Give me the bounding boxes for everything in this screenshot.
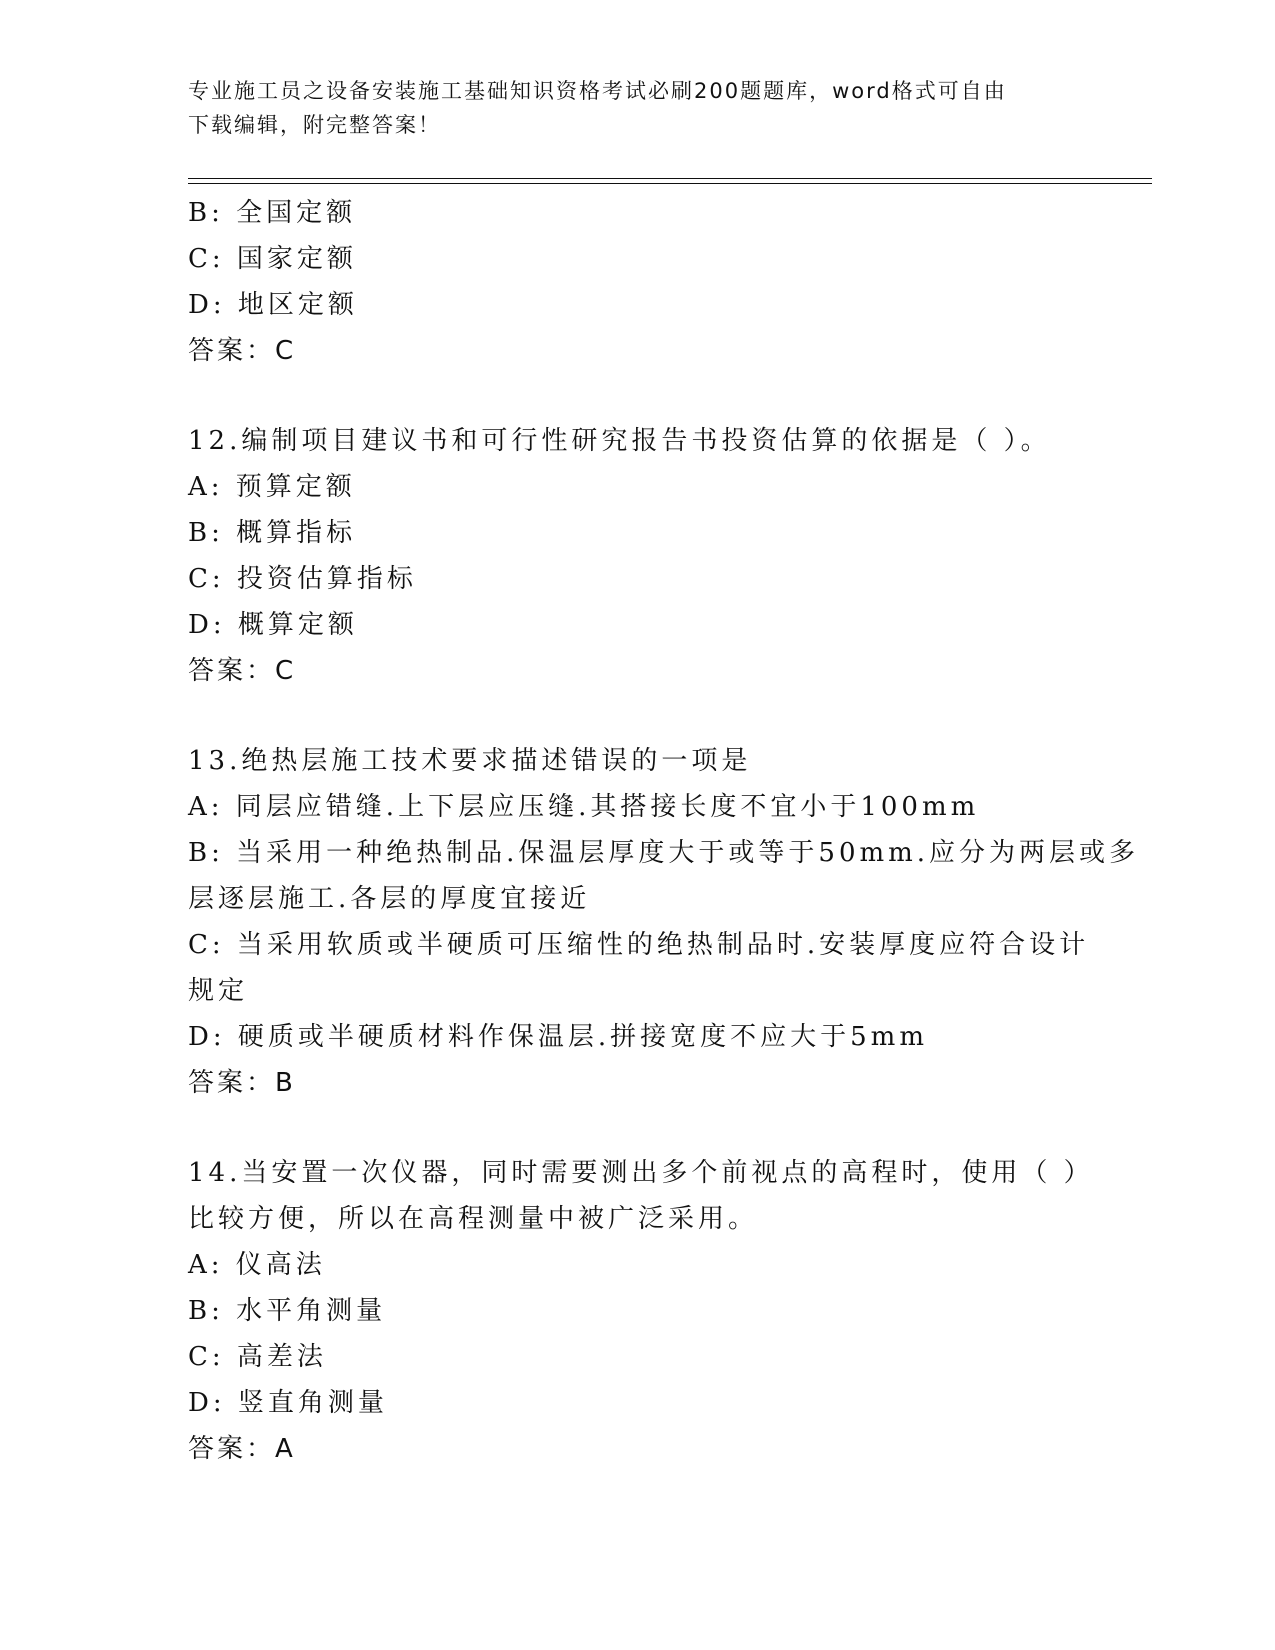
spacer bbox=[188, 374, 1088, 418]
answer: 答案：A bbox=[188, 1434, 296, 1464]
option-b: B: 水平角测量 bbox=[188, 1296, 387, 1326]
header-divider-bottom bbox=[188, 183, 1152, 184]
header-divider-top bbox=[188, 178, 1152, 179]
question-13 bbox=[188, 738, 1140, 1106]
option-c: C: 投资估算指标 bbox=[188, 564, 417, 594]
question-text-line-1: 14.当安置一次仪器，同时需要测出多个前视点的高程时，使用（ ） bbox=[188, 1158, 1094, 1188]
option-a: A: 仪高法 bbox=[188, 1250, 326, 1280]
question-11 bbox=[188, 190, 1088, 374]
option-b-line-1: B: 当采用一种绝热制品.保温层厚度大于或等于50mm.应分为两层或多 bbox=[188, 838, 1140, 868]
option-d: D: 概算定额 bbox=[188, 610, 358, 640]
header-title-line-1: 专业施工员之设备安装施工基础知识资格考试必刷200题题库，word格式可自由 bbox=[188, 79, 1007, 103]
spacer bbox=[188, 694, 1088, 738]
option-c-line-2: 规定 bbox=[188, 976, 249, 1006]
option-b: B: 全国定额 bbox=[188, 198, 357, 228]
document-header bbox=[188, 74, 1068, 142]
option-c: C: 国家定额 bbox=[188, 244, 357, 274]
option-a: A: 同层应错缝.上下层应压缝.其搭接长度不宜小于100mm bbox=[188, 792, 980, 822]
option-c: C: 高差法 bbox=[188, 1342, 327, 1372]
option-d: D: 竖直角测量 bbox=[188, 1388, 388, 1418]
option-b-line-2: 层逐层施工.各层的厚度宜接近 bbox=[188, 884, 591, 914]
answer: 答案：C bbox=[188, 336, 297, 366]
question-list bbox=[188, 190, 1140, 1472]
option-c-line-1: C: 当采用软质或半硬质可压缩性的绝热制品时.安装厚度应符合设计 bbox=[188, 930, 1090, 960]
question-14 bbox=[188, 1150, 1094, 1472]
option-b: B: 概算指标 bbox=[188, 518, 357, 548]
header-title-line-2: 下载编辑，附完整答案！ bbox=[188, 113, 441, 137]
option-a: A: 预算定额 bbox=[188, 472, 356, 502]
question-text: 13.绝热层施工技术要求描述错误的一项是 bbox=[188, 746, 752, 776]
answer: 答案：B bbox=[188, 1068, 296, 1098]
answer: 答案：C bbox=[188, 656, 297, 686]
option-d: D: 地区定额 bbox=[188, 290, 358, 320]
option-d: D: 硬质或半硬质材料作保温层.拼接宽度不应大于5mm bbox=[188, 1022, 928, 1052]
question-12 bbox=[188, 418, 1088, 694]
question-text-line-2: 比较方便，所以在高程测量中被广泛采用。 bbox=[188, 1204, 759, 1234]
spacer bbox=[188, 1106, 1088, 1150]
question-text: 12.编制项目建议书和可行性研究报告书投资估算的依据是（ ）。 bbox=[188, 426, 1051, 456]
